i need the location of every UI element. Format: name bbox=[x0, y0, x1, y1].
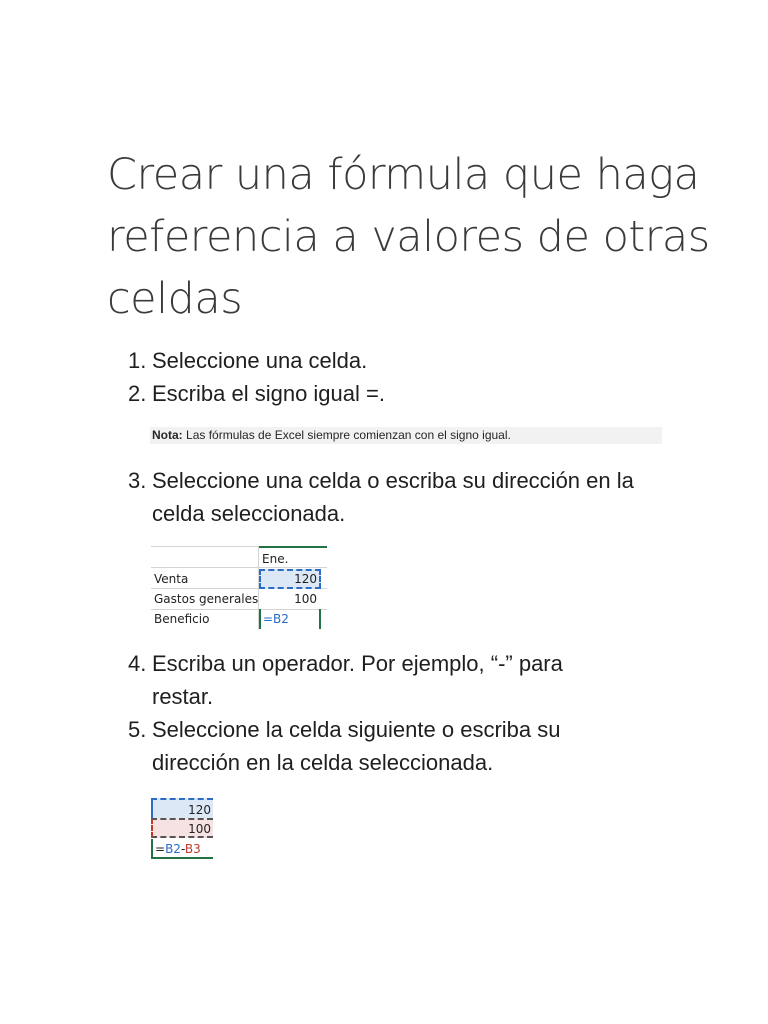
step-text: Escriba el signo igual =. bbox=[152, 381, 385, 406]
cell-b2-ref[interactable]: 120 bbox=[151, 798, 213, 818]
page-title bbox=[107, 144, 710, 330]
row-label-beneficio: Beneficio bbox=[154, 612, 210, 626]
formula-ref-b2: B2 bbox=[165, 842, 181, 856]
note-box bbox=[150, 427, 662, 444]
title-line-3: celdas bbox=[107, 274, 243, 324]
step-1 bbox=[128, 344, 688, 377]
title-line-2: referencia a valores de otras bbox=[107, 212, 710, 262]
step-number: 5. bbox=[128, 717, 147, 742]
step-4 bbox=[128, 647, 688, 713]
formula-ref-b3: B3 bbox=[184, 842, 201, 856]
note-label: Nota: bbox=[152, 428, 183, 442]
cell-formula[interactable] bbox=[151, 839, 213, 859]
cell-b3-ref[interactable]: 100 bbox=[151, 818, 213, 838]
title-line-1: Crear una fórmula que haga bbox=[107, 150, 700, 200]
spreadsheet-example-2 bbox=[151, 796, 215, 862]
step-2 bbox=[128, 377, 688, 410]
spreadsheet-example-1 bbox=[151, 546, 327, 630]
step-number: 2. bbox=[128, 381, 147, 406]
cell-b2-selected[interactable]: 120 bbox=[259, 569, 321, 589]
step-text: Escriba un operador. Por ejemplo, “-” para restar. bbox=[152, 651, 563, 709]
step-text: Seleccione una celda. bbox=[152, 348, 368, 373]
cell-b4-formula[interactable]: =B2 bbox=[259, 609, 321, 629]
step-text: Seleccione una celda o escriba su dirección en la celda seleccionada. bbox=[152, 468, 634, 526]
step-number: 3. bbox=[128, 468, 147, 493]
step-number: 1. bbox=[128, 348, 147, 373]
row-label-gastos: Gastos generales bbox=[154, 592, 259, 606]
column-header-jan: Ene. bbox=[262, 552, 289, 566]
step-number: 4. bbox=[128, 651, 147, 676]
step-text: Seleccione la celda siguiente o escriba su dirección en la celda seleccionada. bbox=[152, 717, 561, 775]
cell-b3[interactable]: 100 bbox=[294, 592, 317, 606]
step-5 bbox=[128, 713, 688, 779]
formula-operator: - bbox=[180, 842, 185, 856]
note-text: Las fórmulas de Excel siempre comienzan con el signo igual. bbox=[186, 428, 511, 442]
step-3 bbox=[128, 464, 688, 530]
row-label-venta: Venta bbox=[154, 572, 189, 586]
formula-equals: = bbox=[155, 842, 166, 856]
